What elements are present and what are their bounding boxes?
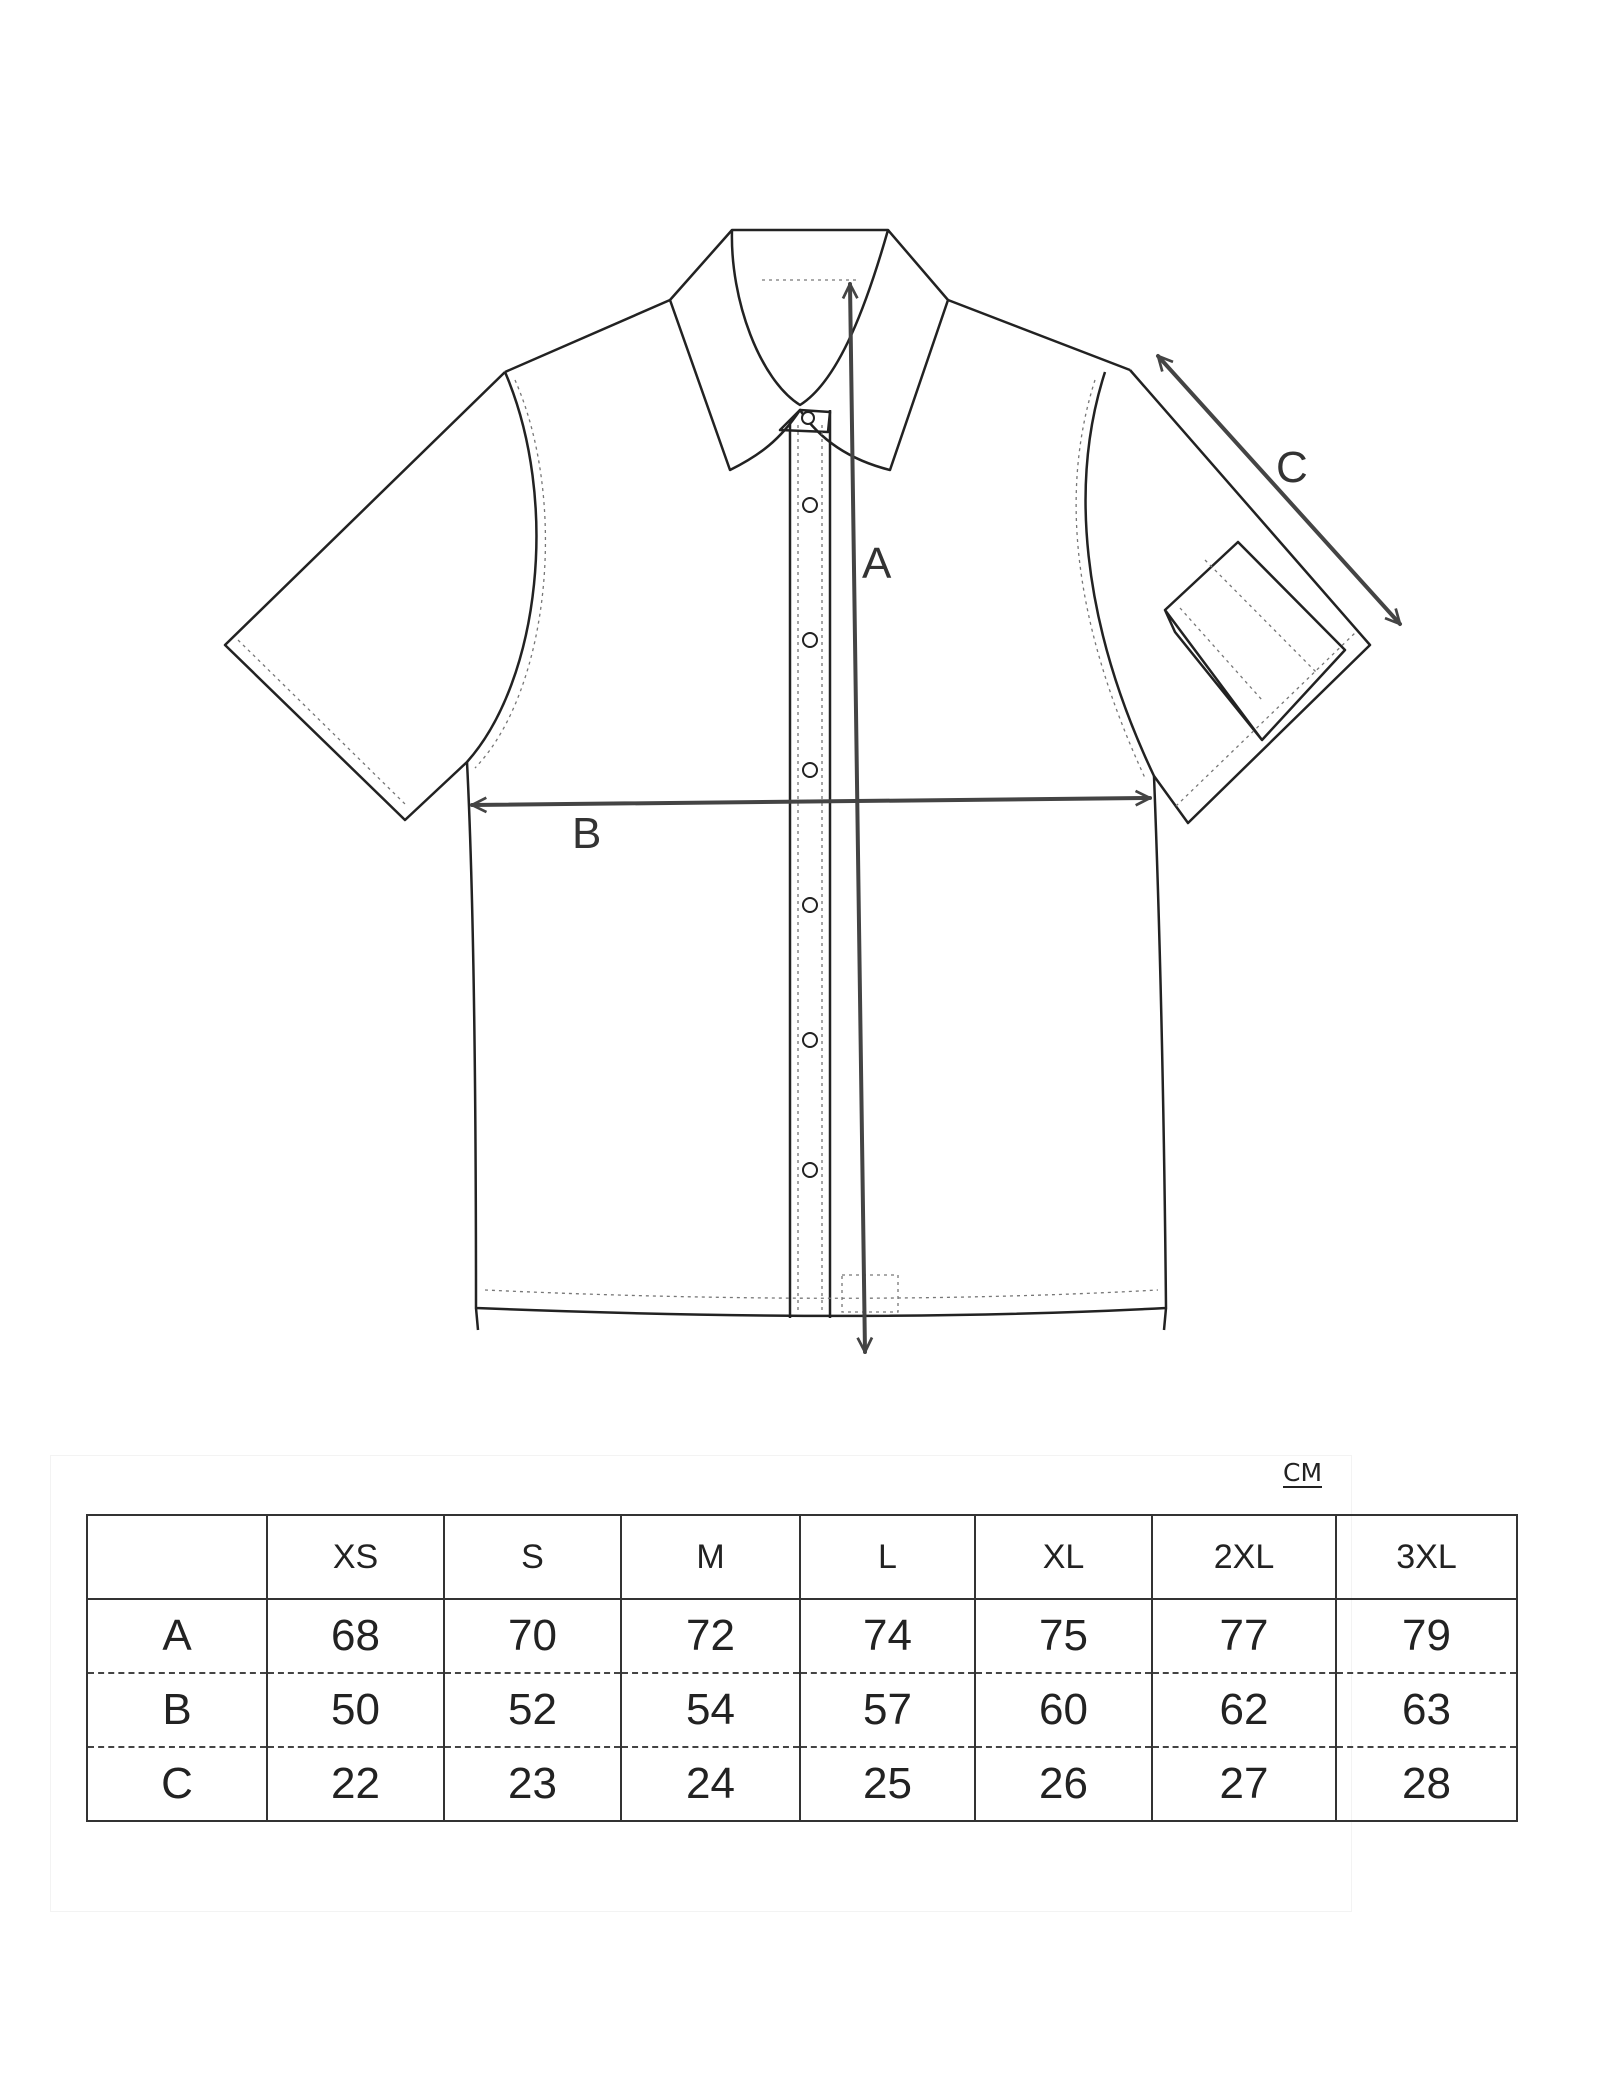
row-label: C xyxy=(87,1747,267,1821)
value-cell: 63 xyxy=(1336,1673,1517,1747)
value-cell: 23 xyxy=(444,1747,621,1821)
value-cell: 60 xyxy=(975,1673,1152,1747)
collar-outline xyxy=(670,230,948,470)
measurement-row-c xyxy=(87,1747,1517,1821)
value-cell: 79 xyxy=(1336,1599,1517,1673)
shirt-button xyxy=(803,1033,817,1047)
size-header-cell: 3XL xyxy=(1336,1515,1517,1599)
size-header-cell: XL xyxy=(975,1515,1152,1599)
value-cell: 54 xyxy=(621,1673,800,1747)
left-sleeve-outline xyxy=(225,372,536,820)
shirt-button xyxy=(803,498,817,512)
value-cell: 24 xyxy=(621,1747,800,1821)
value-cell: 50 xyxy=(267,1673,444,1747)
value-cell: 26 xyxy=(975,1747,1152,1821)
sleeve-pocket xyxy=(1165,542,1345,740)
value-cell: 77 xyxy=(1152,1599,1336,1673)
value-cell: 57 xyxy=(800,1673,975,1747)
size-header-row xyxy=(87,1515,1517,1599)
measure-arrow-b xyxy=(472,798,1150,805)
label-c: C xyxy=(1276,443,1308,492)
value-cell: 22 xyxy=(267,1747,444,1821)
value-cell: 25 xyxy=(800,1747,975,1821)
shirt-button xyxy=(803,1163,817,1177)
value-cell: 68 xyxy=(267,1599,444,1673)
size-header-cell: S xyxy=(444,1515,621,1599)
size-chart-table xyxy=(86,1514,1518,1822)
size-header-cell: XS xyxy=(267,1515,444,1599)
shirt-button xyxy=(803,898,817,912)
label-b: B xyxy=(572,809,602,858)
size-header-cell: M xyxy=(621,1515,800,1599)
unit-label: CM xyxy=(1283,1458,1323,1487)
measure-arrow-a xyxy=(850,284,865,1352)
value-cell: 75 xyxy=(975,1599,1152,1673)
row-label: B xyxy=(87,1673,267,1747)
row-label: A xyxy=(87,1599,267,1673)
value-cell: 27 xyxy=(1152,1747,1336,1821)
measurement-row-b xyxy=(87,1673,1517,1747)
shirt-button xyxy=(803,763,817,777)
value-cell: 52 xyxy=(444,1673,621,1747)
label-a: A xyxy=(862,539,892,588)
collar-button xyxy=(802,412,814,424)
value-cell: 70 xyxy=(444,1599,621,1673)
shirt-button xyxy=(803,633,817,647)
header-corner-cell xyxy=(87,1515,267,1599)
value-cell: 74 xyxy=(800,1599,975,1673)
size-header-cell: L xyxy=(800,1515,975,1599)
value-cell: 62 xyxy=(1152,1673,1336,1747)
button-placket xyxy=(790,410,830,1318)
measurement-row-a xyxy=(87,1599,1517,1673)
value-cell: 72 xyxy=(621,1599,800,1673)
size-header-cell: 2XL xyxy=(1152,1515,1336,1599)
value-cell: 28 xyxy=(1336,1747,1517,1821)
